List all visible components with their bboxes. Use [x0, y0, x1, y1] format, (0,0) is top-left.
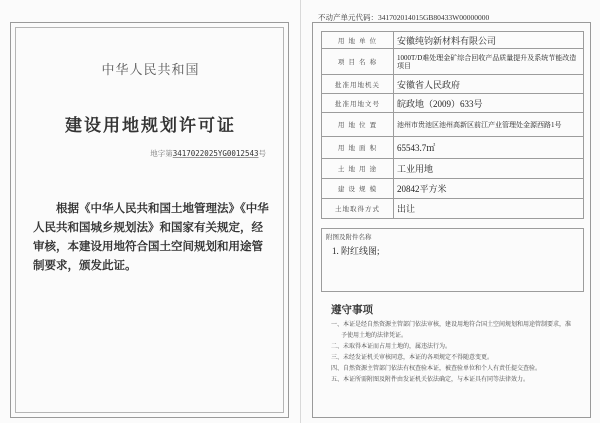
page-fold: [300, 0, 301, 423]
notice-item: 五、本证所需附图及附件由发证机关依法确定，与本证具有同等法律效力。: [331, 376, 530, 383]
label-project-name: 项 目 名 称: [322, 49, 394, 75]
label-approval-doc-no: 批准用地文号: [322, 94, 394, 113]
value-approval-authority: 安徽省人民政府: [394, 75, 584, 94]
permit-details-table: [321, 31, 584, 219]
attachments-box: [321, 228, 584, 292]
label-land-user: 用 地 单 位: [322, 32, 394, 49]
cert-suffix: 号: [258, 149, 266, 158]
notice-item: 四、自然资源主管部门依法有权查验本证，被查验单位和个人有责任提交查验。: [331, 365, 542, 372]
value-land-area: 65543.7㎡: [394, 137, 584, 159]
cert-number-value: 3417022025YG0012543: [172, 149, 259, 158]
issuance-statement: 根据《中华人民共和国土地管理法》《中华人民共和国城乡规划法》和国家有关规定，经审核，本建设用地符合国土空间规划和用途管制要求，颁发此证。: [33, 201, 269, 272]
country-name: 中华人民共和国: [101, 63, 200, 78]
right-page: [312, 22, 591, 418]
value-project-name: 1000T/D难处理金矿综合回收产品质量提升及系统节能改造项目: [394, 49, 584, 75]
row-land-area: [322, 137, 584, 159]
notice-title: 遵守事项: [331, 304, 373, 316]
value-land-user: 安徽纯钧新材料有限公司: [394, 32, 584, 49]
certificate-number: [150, 148, 266, 159]
left-page: [10, 22, 289, 418]
attachments-label: 附图及附件名称: [326, 233, 372, 241]
row-approval-doc-no: [322, 94, 584, 113]
row-land-user: [322, 32, 584, 49]
value-approval-doc-no: 皖政地（2009）633号: [394, 94, 584, 113]
row-acquisition-method: [322, 199, 584, 219]
stamp-area: [161, 338, 271, 398]
notice-item: 二、未取得本证而占用土地的，属违法行为。: [331, 343, 452, 350]
attachment-item: 1. 附红线图;: [332, 246, 380, 256]
label-land-location: 用 地 位 置: [322, 113, 394, 137]
label-land-use: 土 地 用 途: [322, 159, 394, 179]
notice-list: [331, 319, 576, 385]
document-title: 建设用地规划许可证: [65, 116, 236, 136]
label-construction-scale: 建 设 规 模: [322, 179, 394, 199]
notice-item: 一、本证是经自然资源主管部门依法审核，建设用地符合国土空间规划和用途管制要求，准予使用土地的法律凭证。: [331, 321, 572, 339]
label-land-area: 用 地 面 积: [322, 137, 394, 159]
unit-code-label: 不动产单元代码：: [318, 13, 378, 22]
value-acquisition-method: 出让: [394, 199, 584, 219]
row-land-use: [322, 159, 584, 179]
row-project-name: [322, 49, 584, 75]
row-land-location: [322, 113, 584, 137]
value-land-location: 池州市贵池区池州高新区前江产业管理处金源西路1号: [394, 113, 584, 137]
row-approval-authority: [322, 75, 584, 94]
value-land-use: 工业用地: [394, 159, 584, 179]
cert-prefix: 地字第: [150, 149, 173, 158]
notice-item: 三、未经发证机关审核同意，本证的各项规定不得随意变更。: [331, 354, 494, 361]
label-approval-authority: 批准用地机关: [322, 75, 394, 94]
value-construction-scale: 20842平方米: [394, 179, 584, 199]
label-acquisition-method: 土地取得方式: [322, 199, 394, 219]
unit-code-value: 341702014015GB80433W00000000: [378, 13, 490, 22]
row-construction-scale: [322, 179, 584, 199]
